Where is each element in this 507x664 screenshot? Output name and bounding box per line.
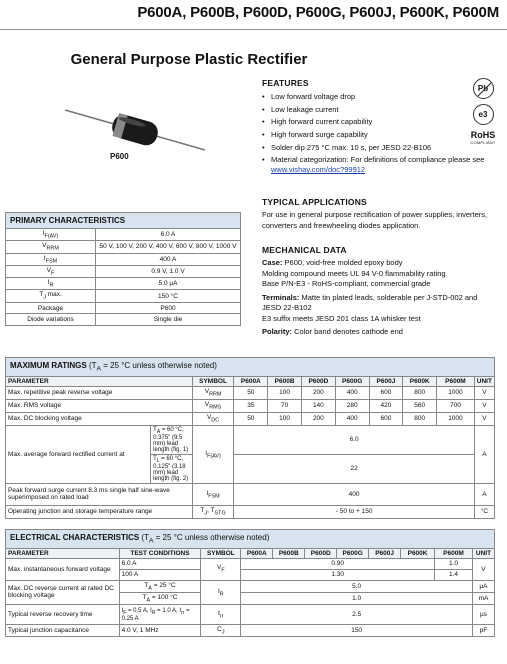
condition-cell: $T_A = 60$ °C, 0.375" (9.5 mm) lead length (fig. 1) (151, 425, 193, 454)
feature-item: • High forward current capability (262, 117, 497, 127)
value-cell: 600 (369, 386, 403, 399)
page-header-title: P600A, P600B, P600D, P600G, P600J, P600K, P600M (137, 4, 499, 21)
column-header: TEST CONDITIONS (119, 548, 201, 558)
column-header: P600M (437, 376, 475, 386)
pb-free-icon (473, 78, 494, 99)
base-line: Base P/N-E3 - RoHS-compliant, commercial grade (262, 279, 431, 288)
compliance-link[interactable]: www.vishay.com/doc?99912 (271, 165, 366, 175)
value-cell: 1.0 (435, 558, 473, 569)
value-cell: 420 (369, 399, 403, 412)
param-cell: Max. DC reverse current at rated DC blocking voltage (6, 580, 120, 605)
column-header: P600B (273, 548, 305, 558)
condition-cell: $I_F = 0.5$ A, $I_R = 1.0$ A, $I_{rr} = 0.25$ A (119, 605, 201, 625)
mechanical-data-text (262, 258, 497, 338)
unit-cell: A (474, 425, 494, 483)
symbol-cell: $V_{RMS}$ (192, 399, 234, 412)
column-header: P600G (335, 376, 369, 386)
compliance-badges (463, 78, 503, 145)
symbol-cell: $t_{rr}$ (201, 605, 241, 625)
column-header: P600A (234, 376, 268, 386)
table-header-row (6, 376, 495, 386)
value-cell: P600 (96, 302, 241, 314)
features-heading: FEATURES (262, 78, 309, 88)
unit-cell: mA (472, 592, 494, 604)
column-header: P600B (268, 376, 302, 386)
maximum-ratings-heading: MAXIMUM RATINGS ($T_A = 25$ °C unless otherwise noted) (6, 358, 495, 377)
column-header: P600J (369, 548, 401, 558)
feature-item: • Low forward voltage drop (262, 92, 497, 102)
param-cell: $I_R$ (6, 278, 96, 290)
terminals-label: Terminals: (262, 292, 300, 302)
condition-cell: 100 A (119, 569, 201, 580)
case-text: P600, void-free molded epoxy body (284, 258, 403, 267)
unit-cell: µs (472, 605, 494, 625)
param-cell: $V_{RRM}$ (6, 241, 96, 253)
condition-cell: $T_A = 25$ °C (119, 580, 201, 592)
value-cell: 5.0 µA (96, 278, 241, 290)
column-header: P600G (337, 548, 369, 558)
mechanical-data-heading: MECHANICAL DATA (262, 245, 347, 255)
column-header: P600J (369, 376, 403, 386)
value-cell: 700 (437, 399, 475, 412)
value-cell: 600 (369, 412, 403, 425)
value-cell: 2.5 (241, 605, 473, 625)
param-cell: Typical junction capacitance (6, 625, 120, 637)
polarity-text: Color band denotes cathode end (294, 327, 403, 336)
table-row (6, 278, 241, 290)
value-cell: 0.90 (241, 558, 435, 569)
symbol-cell: $I_{FSM}$ (192, 483, 234, 505)
column-header: PARAMETER (6, 548, 120, 558)
table-row (6, 412, 495, 425)
param-cell: Diode variations (6, 314, 96, 326)
table-row (6, 241, 241, 253)
unit-cell: A (474, 483, 494, 505)
value-cell: Single die (96, 314, 241, 326)
feature-item (262, 155, 497, 175)
value-cell: 1.4 (435, 569, 473, 580)
value-cell: 200 (301, 412, 335, 425)
param-cell: Operating junction and storage temperature range (6, 505, 193, 518)
param-cell: $T_J$ max. (6, 290, 96, 302)
molding-line: Molding compound meets UL 94 V-0 flammability rating (262, 268, 446, 278)
polarity-line (262, 327, 497, 338)
table-row (6, 605, 495, 625)
features-list (262, 92, 497, 178)
value-cell: 150 (241, 625, 473, 637)
electrical-characteristics-heading: ELECTRICAL CHARACTERISTICS ($T_A = 25$ °C unless otherwise noted) (6, 530, 495, 549)
table-row (6, 425, 495, 454)
condition-cell: $T_A = 100$ °C (119, 592, 201, 604)
param-cell: Peak forward surge current 8.3 ms single half sine-wave superimposed on rated load (6, 483, 193, 505)
value-cell: 1.0 (241, 592, 473, 604)
param-cell: Max. RMS voltage (6, 399, 193, 412)
primary-characteristics-table (5, 212, 241, 326)
unit-cell: µA (472, 580, 494, 592)
value-cell: 70 (268, 399, 302, 412)
diode-package-image (60, 98, 210, 158)
column-header: P600M (435, 548, 473, 558)
param-cell: $I_{FSM}$ (6, 253, 96, 265)
value-cell: 50 (234, 386, 268, 399)
symbol-cell: $V_F$ (201, 558, 241, 580)
electrical-characteristics-table (5, 529, 495, 637)
value-cell: 50 (234, 412, 268, 425)
feature-item: • Low leakage current (262, 105, 497, 115)
column-header: P600A (241, 548, 273, 558)
package-label: P600 (110, 152, 129, 161)
column-header: P600K (401, 548, 435, 558)
value-cell: 400 (335, 386, 369, 399)
table-row (6, 290, 241, 302)
value-cell: 400 (234, 483, 474, 505)
unit-cell: pF (472, 625, 494, 637)
table-row (6, 314, 241, 326)
column-header: UNIT (472, 548, 494, 558)
param-cell: Package (6, 302, 96, 314)
feature-item: • Solder dip 275 °C max. 10 s, per JESD 22-B106 (262, 143, 497, 153)
symbol-cell: $I_{F(AV)}$ (192, 425, 234, 483)
value-cell: 140 (301, 399, 335, 412)
unit-cell: V (474, 412, 494, 425)
typical-applications-text: For use in general purpose rectification of power supplies, inverters, converters and freewheeling diodes application. (262, 210, 488, 230)
table-row (6, 505, 495, 518)
typical-applications-heading: TYPICAL APPLICATIONS (262, 197, 367, 207)
value-cell: 280 (335, 399, 369, 412)
page-title: General Purpose Plastic Rectifier (70, 51, 308, 68)
pb-label: Pb (477, 84, 489, 93)
column-header: UNIT (474, 376, 494, 386)
value-cell: 22 (234, 454, 474, 483)
condition-cell: $T_L = 60$ °C, 0.125" (3.18 mm) lead length (fig. 2) (151, 454, 193, 483)
column-header: P600K (403, 376, 437, 386)
condition-cell: 6.0 A (119, 558, 201, 569)
symbol-cell: $T_J$, $T_{STG}$ (192, 505, 234, 518)
value-cell: 400 A (96, 253, 241, 265)
symbol-cell: $V_{RRM}$ (192, 386, 234, 399)
e3-icon (473, 104, 494, 125)
symbol-cell: $V_{DC}$ (192, 412, 234, 425)
polarity-label: Polarity: (262, 327, 293, 336)
rohs-compliant-label: COMPLIANT (470, 140, 496, 145)
table-row (6, 386, 495, 399)
symbol-cell: $C_J$ (201, 625, 241, 637)
value-cell: 400 (335, 412, 369, 425)
primary-characteristics-heading: PRIMARY CHARACTERISTICS (6, 213, 241, 229)
column-header: P600D (301, 376, 335, 386)
table-row (6, 625, 495, 637)
param-cell: $I_{F(AV)}$ (6, 229, 96, 241)
unit-cell: °C (474, 505, 494, 518)
table-row (6, 253, 241, 265)
value-cell: 100 (268, 386, 302, 399)
table-row (6, 399, 495, 412)
case-label: Case: (262, 258, 283, 267)
unit-cell: V (474, 386, 494, 399)
value-cell: 1.30 (241, 569, 435, 580)
value-cell: 100 (268, 412, 302, 425)
value-cell: 6.0 A (96, 229, 241, 241)
symbol-cell: $I_R$ (201, 580, 241, 605)
column-header: SYMBOL (192, 376, 234, 386)
param-cell: Max. average forward rectified current at (6, 425, 151, 483)
value-cell: 800 (403, 412, 437, 425)
value-cell: 0.9 V, 1.0 V (96, 265, 241, 277)
param-cell: $V_F$ (6, 265, 96, 277)
table-row (6, 229, 241, 241)
value-cell: 50 V, 100 V, 200 V, 400 V, 600 V, 800 V, 1000 V (96, 241, 241, 253)
value-cell: - 50 to + 150 (234, 505, 474, 518)
rohs-label: RoHS (470, 130, 496, 140)
e3-suffix-line: E3 suffix meets JESD 201 class 1A whisker test (262, 313, 421, 323)
table-row (6, 483, 495, 505)
value-cell: 35 (234, 399, 268, 412)
table-row (6, 558, 495, 569)
terminals-text: Matte tin plated leads, solderable per J-STD-002 and JESD 22-B102 (262, 292, 478, 312)
feature-item: • High forward surge capability (262, 130, 497, 140)
value-cell: 5.0 (241, 580, 473, 592)
value-cell: 1000 (437, 386, 475, 399)
table-row (6, 265, 241, 277)
value-cell: 200 (301, 386, 335, 399)
param-cell: Typical reverse recovery time (6, 605, 120, 625)
table-row (6, 580, 495, 592)
feature-text: Material categorization: For definitions of compliance please see (271, 155, 485, 165)
param-cell: Max. instantaneous forward voltage (6, 558, 120, 580)
column-header: P600D (305, 548, 337, 558)
value-cell: 800 (403, 386, 437, 399)
column-header: PARAMETER (6, 376, 193, 386)
value-cell: 1000 (437, 412, 475, 425)
case-line (262, 258, 497, 269)
maximum-ratings-table (5, 357, 495, 519)
value-cell: 6.0 (234, 425, 474, 454)
param-cell: Max. DC blocking voltage (6, 412, 193, 425)
condition-cell: 4.0 V, 1 MHz (119, 625, 201, 637)
unit-cell: V (472, 558, 494, 580)
unit-cell: V (474, 399, 494, 412)
param-cell: Max. repetitive peak reverse voltage (6, 386, 193, 399)
table-row (6, 302, 241, 314)
e3-label: e3 (478, 110, 488, 119)
value-cell: 150 °C (96, 290, 241, 302)
column-header: SYMBOL (201, 548, 241, 558)
table-header-row (6, 548, 495, 558)
header-bar (0, 0, 507, 30)
terminals-line (262, 293, 497, 314)
value-cell: 560 (403, 399, 437, 412)
